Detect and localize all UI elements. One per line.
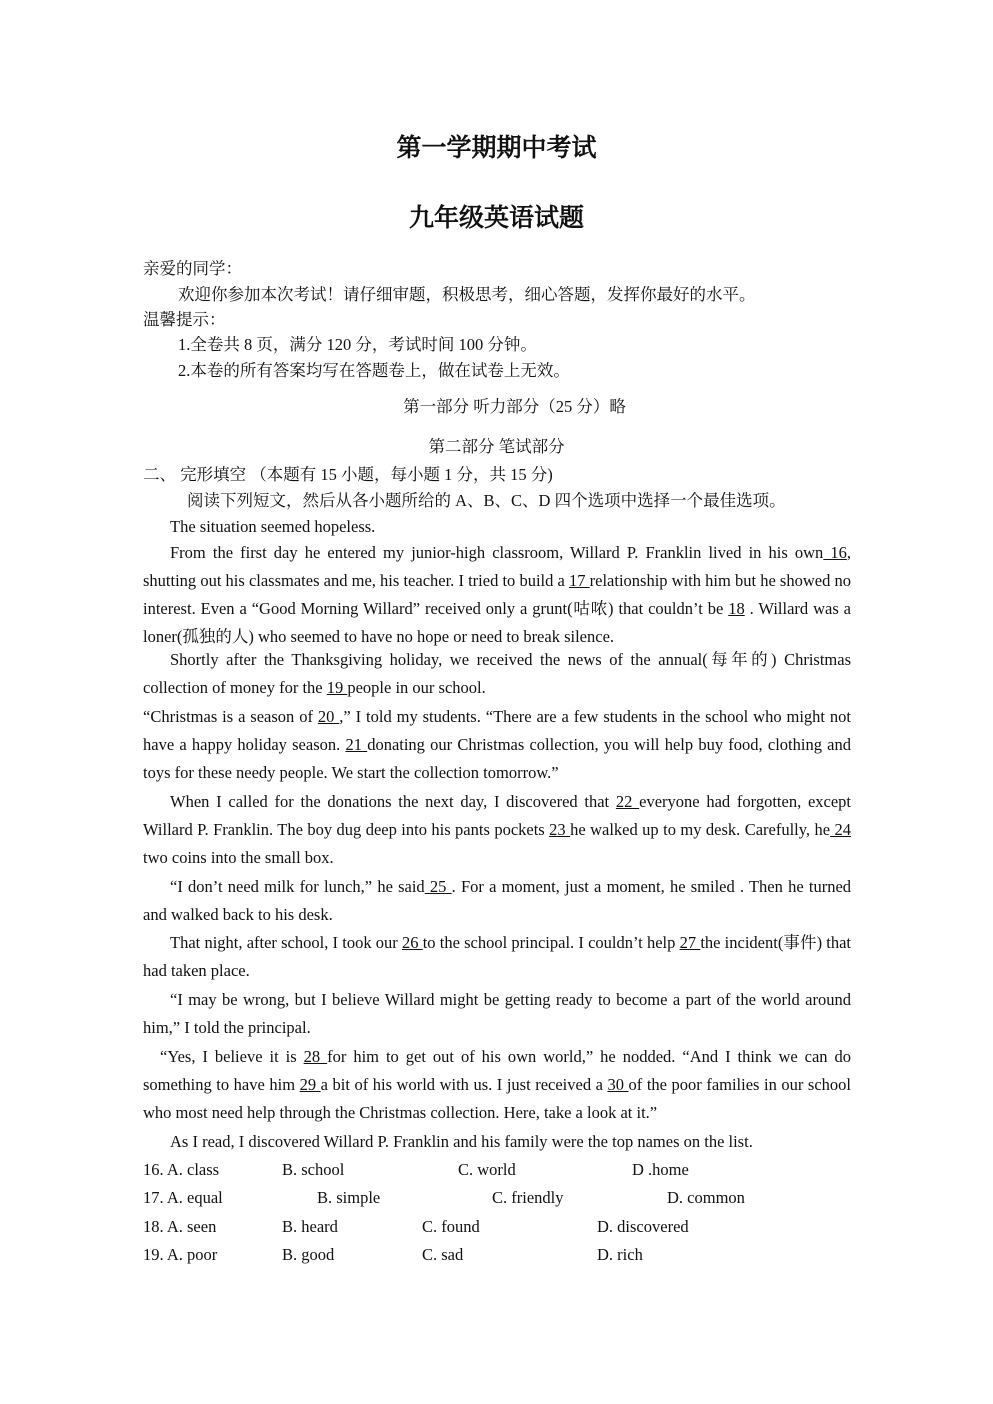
tip-1: 1.全卷共 8 页，满分 120 分，考试时间 100 分钟。 [178, 335, 537, 354]
tip-2: 2.本卷的所有答案均写在答题卷上，做在试卷上无效。 [178, 361, 570, 380]
passage-text: relationship with him but he showed no interest. Even a “Good Morning Willard” received only a grunt(咕哝) that couldn’t be [143, 571, 851, 618]
blank-19: 19 [326, 678, 348, 697]
greeting: 亲爱的同学： [143, 259, 242, 278]
q16-option-d: D .home [632, 1160, 689, 1179]
blank-18: 18 [728, 599, 745, 618]
passage-paragraph-4 [143, 788, 851, 872]
blank-28: 28 [303, 1047, 328, 1066]
q18-option-b: B. heard [282, 1217, 338, 1236]
passage-text: for him to get out of his own world,” he nodded. “And I think we can do something to have him [143, 1047, 852, 1094]
welcome-text: 欢迎你参加本次考试！请仔细审题，积极思考，细心答题，发挥你最好的水平。 [178, 285, 756, 304]
passage-paragraph-3 [143, 703, 851, 787]
passage-text: From the first day he entered my junior-high classroom, Willard P. Franklin lived in his own [170, 543, 824, 562]
passage-paragraph-1 [143, 539, 851, 651]
cloze-instruction: 阅读下列短文，然后从各小题所给的 A、B、C、D 四个选项中选择一个最佳选项。 [187, 491, 786, 510]
passage-text: he walked up to my desk. Carefully, he [570, 820, 831, 839]
q19-option-d: D. rich [597, 1245, 643, 1264]
tips-label: 温馨提示： [143, 310, 226, 329]
blank-24: 24 [830, 820, 852, 839]
passage-line-0: The situation seemed hopeless. [170, 517, 376, 536]
blank-26: 26 [401, 933, 423, 952]
blank-20: 20 [317, 707, 340, 726]
blank-23: 23 [549, 820, 571, 839]
passage-paragraph-2 [143, 646, 851, 702]
blank-25: 25 [424, 877, 452, 896]
q17-option-d: D. common [667, 1188, 745, 1207]
part1-heading: 第一部分 听力部分（25 分）略 [403, 397, 626, 416]
q17-option-b: B. simple [317, 1188, 381, 1207]
passage-text: . Willard was a loner(孤独的人) who seemed to have no hope or need to break silence. [143, 599, 851, 646]
blank-21: 21 [345, 735, 368, 754]
q18-option-d: D. discovered [597, 1217, 689, 1236]
passage-text: , shutting out his classmates and me, his teacher. I tried to build a [143, 543, 852, 590]
blank-16: 16 [823, 543, 847, 562]
passage-text: That night, after school, I took our [170, 933, 402, 952]
q18-option-c: C. found [422, 1217, 480, 1236]
passage-text: “Christmas is a season of [143, 707, 318, 726]
passage-paragraph-6 [143, 929, 851, 985]
passage-text: everyone had forgotten, except Willard P. Franklin. The boy dug deep into his pants pockets [143, 792, 851, 839]
passage-paragraph-5 [143, 873, 851, 929]
passage-text: people in our school. [347, 678, 486, 697]
blank-30: 30 [607, 1075, 629, 1094]
passage-text: to the school principal. I couldn’t help [422, 933, 680, 952]
q19-option-a: 19. A. poor [143, 1245, 218, 1264]
passage-text: When I called for the donations the next day, I discovered that [170, 792, 616, 811]
passage-paragraph-7: “I may be wrong, but I believe Willard might be getting ready to become a part of the world around him,” I told the principal. [143, 990, 851, 1037]
q16-option-c: C. world [458, 1160, 516, 1179]
passage-text: “I don’t need milk for lunch,” he said [170, 877, 425, 896]
exam-subtitle: 九年级英语试题 [408, 203, 584, 232]
blank-22: 22 [615, 792, 640, 811]
exam-title: 第一学期期中考试 [396, 133, 597, 162]
passage-paragraph-8 [143, 1043, 851, 1127]
part2-heading: 第二部分 笔试部分 [428, 437, 565, 456]
passage-text: ,” I told my students. “There are a few students in the school who might not have a happy holiday season. [143, 707, 851, 754]
q17-option-c: C. friendly [492, 1188, 564, 1207]
passage-text: . For a moment, just a moment, he smiled . Then he turned and walked back to his desk. [143, 877, 852, 924]
passage-text: a bit of his world with us. I just received a [320, 1075, 608, 1094]
passage-paragraph-9: As I read, I discovered Willard P. Franklin and his family were the top names on the list. [170, 1132, 753, 1151]
blank-29: 29 [299, 1075, 321, 1094]
blank-17: 17 [568, 571, 590, 590]
q17-option-a: 17. A. equal [143, 1188, 223, 1207]
cloze-heading: 二、 完形填空 （本题有 15 小题，每小题 1 分，共 15 分) [143, 465, 553, 484]
q19-option-c: C. sad [422, 1245, 464, 1264]
q16-option-a: 16. A. class [143, 1160, 220, 1179]
q19-option-b: B. good [282, 1245, 335, 1264]
passage-text: of the poor families in our school who most need help through the Christmas collection. Here, take a look at it.” [143, 1075, 852, 1122]
q16-option-b: B. school [282, 1160, 345, 1179]
passage-text: two coins into the small box. [143, 848, 334, 867]
blank-27: 27 [679, 933, 701, 952]
passage-text: donating our Christmas collection, you will help buy food, clothing and toys for these needy people. We start the collection tomorrow.” [143, 735, 851, 782]
q18-option-a: 18. A. seen [143, 1217, 217, 1236]
passage-text: “Yes, I believe it is [160, 1047, 304, 1066]
passage-text: the incident(事件) that had taken place. [143, 933, 852, 980]
passage-text: Shortly after the Thanksgiving holiday, we received the news of the annual(每年的) Christmas collection of money for the [143, 650, 851, 697]
